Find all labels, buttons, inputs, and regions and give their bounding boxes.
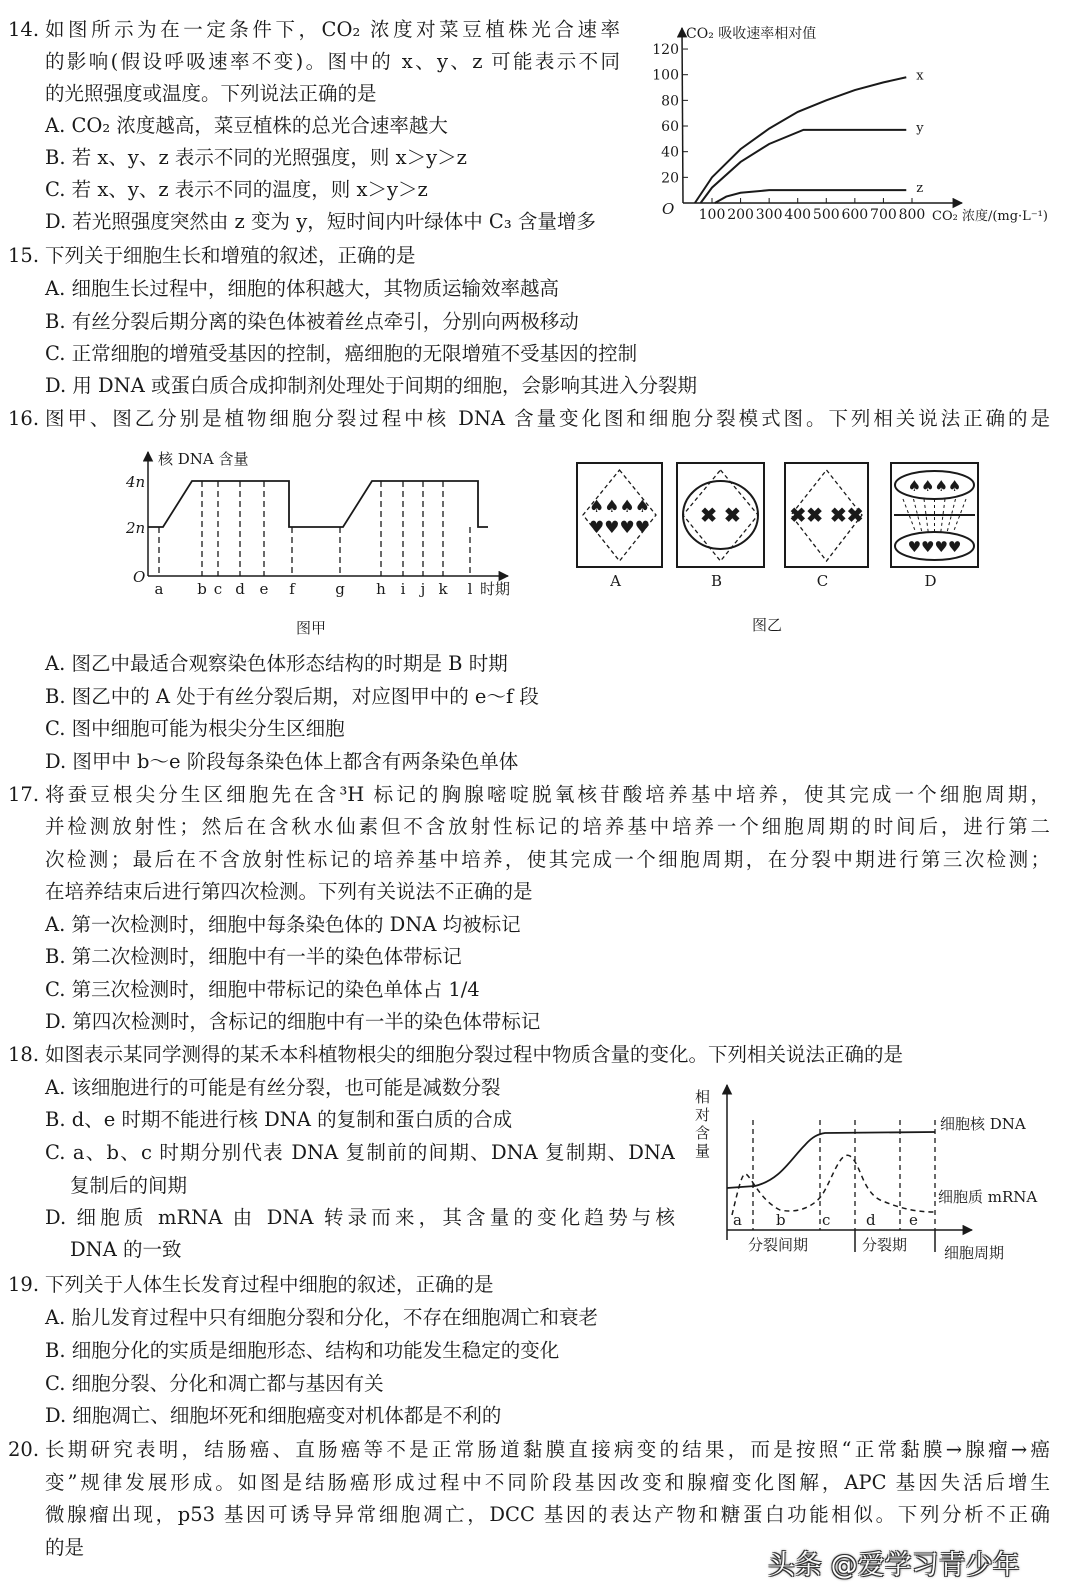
chromosome-icon: ✖✖ ✖✖ [789, 503, 864, 527]
watermark: 头条 @爱学习青少年 [768, 1550, 1020, 1581]
interphase-label: 分裂间期 [748, 1236, 809, 1254]
series-line-x [695, 77, 906, 203]
y-axis-label: CO₂ 吸收速率相对值 [686, 26, 817, 42]
period-label: e [259, 580, 269, 598]
period-label: j [420, 580, 426, 598]
fig-yi-caption: 图乙 [752, 616, 783, 634]
y-label-1: 相 [695, 1088, 711, 1106]
chromosome-icon: ♠♠♠♠ [589, 497, 650, 517]
q17-option-d: D. 第四次检测时，含标记的细胞中有一半的染色体带标记 [45, 1010, 541, 1033]
series-label-z: z [916, 181, 924, 197]
series-label-y: y [916, 120, 924, 136]
cell-diagram-a [577, 463, 662, 567]
x-axis-label: CO₂ 浓度/(mg·L⁻¹) [932, 209, 1048, 224]
period-label: f [289, 580, 295, 598]
period-label: d [235, 580, 245, 598]
q17-stem-line: 并检测放射性；然后在含秋水仙素但不含放射性标记的培养基中培养一个细胞周期的时间后，进行第二 [45, 815, 1050, 838]
cytoplasm-mrna-line [732, 1155, 935, 1215]
q16-option-d: D. 图甲中 b～e 阶段每条染色体上都含有两条染色单体 [45, 750, 519, 773]
period-label: g [335, 580, 345, 598]
q17-stem-line: 将蚕豆根尖分生区细胞先在含³H 标记的胸腺嘧啶脱氧核苷酸培养基中培养，使其完成一个细胞周期， [45, 783, 1050, 806]
dna-content-line [148, 481, 488, 527]
y-label-4: 量 [695, 1142, 711, 1160]
y-tick-label: 20 [661, 170, 679, 187]
q14-option-a: A. CO₂ 浓度越高，菜豆植株的总光合速率越大 [45, 114, 448, 137]
q18-number: 18. [8, 1043, 40, 1066]
q19-number: 19. [8, 1273, 40, 1296]
phase-label: a [733, 1211, 742, 1229]
q17-stem-line: 在培养结束后进行第四次检测。下列有关说法不正确的是 [45, 880, 533, 903]
co2-chart [652, 25, 1048, 224]
tick-4n: 4n [126, 473, 146, 491]
period-label: a [154, 580, 164, 598]
cell-division-diagrams [577, 463, 978, 590]
chromosome-icon: ♠♠♠♠ [907, 477, 962, 495]
y-axis-label: 核 DNA 含量 [158, 450, 249, 468]
chromosome-icon: ♥♥♥♥ [589, 518, 650, 538]
mrna-label: 细胞质 mRNA [938, 1188, 1038, 1206]
series-line-y [701, 130, 907, 203]
series-line-z [715, 190, 906, 203]
q18-option-d-cont: DNA 的一致 [70, 1238, 182, 1261]
q17-option-c: C. 第三次检测时，细胞中带标记的染色单体占 1/4 [45, 978, 480, 1001]
phase-label: b [776, 1211, 786, 1229]
q15-option-d: D. 用 DNA 或蛋白质合成抑制剂处理处于间期的细胞，会影响其进入分裂期 [45, 374, 698, 397]
q15-stem: 下列关于细胞生长和增殖的叙述，正确的是 [45, 244, 416, 267]
q20-number: 20. [8, 1438, 40, 1461]
phase-label: e [909, 1211, 918, 1229]
period-label: b [197, 580, 207, 598]
q18-stem: 如图表示某同学测得的某禾本科植物根尖的细胞分裂过程中物质含量的变化。下列相关说法正确的是 [45, 1043, 904, 1066]
x-tick-label: 800 [898, 207, 926, 223]
q19-option-c: C. 细胞分裂、分化和凋亡都与基因有关 [45, 1372, 384, 1395]
period-label: l [467, 580, 473, 598]
q17-option-a: A. 第一次检测时，细胞中每条染色体的 DNA 均被标记 [45, 913, 521, 936]
q20-stem-line: 的是 [45, 1536, 85, 1559]
x-tick-label: 600 [841, 207, 869, 223]
q18-option-b: B. d、e 时期不能进行核 DNA 的复制和蛋白质的合成 [45, 1108, 513, 1131]
chromosome-icon: ♥♥♥♥ [907, 538, 962, 556]
period-label: h [376, 580, 386, 598]
period-label: i [400, 580, 406, 598]
x-tick-label: 100 [698, 207, 726, 223]
q15-number: 15. [8, 244, 40, 267]
q14-option-c: C. 若 x、y、z 表示不同的温度，则 x＞y＞z [45, 178, 428, 201]
q17-stem-line: 次检测；最后在不含放射性标记的培养基中培养，使其完成一个细胞周期，在分裂中期进行第三次检测； [45, 848, 1050, 871]
q14-option-b: B. 若 x、y、z 表示不同的光照强度，则 x＞y＞z [45, 146, 467, 169]
y-axis [682, 28, 683, 203]
q17-number: 17. [8, 783, 40, 806]
q16-stem: 图甲、图乙分别是植物细胞分裂过程中核 DNA 含量变化图和细胞分裂模式图。下列相关说法正确的是 [45, 407, 1050, 430]
origin-label: O [662, 200, 675, 218]
x-axis-label: 细胞周期 [944, 1244, 1005, 1262]
cell-label: C [816, 572, 829, 590]
x-tick-label: 700 [870, 207, 897, 223]
x-tick-label: 500 [812, 207, 840, 223]
q16-option-c: C. 图中细胞可能为根尖分生区细胞 [45, 717, 345, 740]
y-tick-label: 60 [661, 119, 679, 136]
q14-stem-line: 如图所示为在一定条件下，CO₂ 浓度对菜豆植株光合速率 [45, 18, 620, 41]
y-label-3: 含 [695, 1124, 711, 1142]
cell-diagram-b [677, 463, 764, 567]
q19-option-b: B. 细胞分化的实质是细胞形态、结构和功能发生稳定的变化 [45, 1339, 560, 1362]
q14-stem-line: 的影响(假设呼吸速率不变)。图中的 x、y、z 可能表示不同 [45, 50, 620, 73]
q17-option-b: B. 第二次检测时，细胞中有一半的染色体带标记 [45, 945, 462, 968]
period-label: c [213, 580, 223, 598]
nuclear-dna-line [727, 1132, 935, 1188]
q14-number: 14. [8, 18, 40, 41]
q15-option-b: B. 有丝分裂后期分离的染色体被着丝点牵引，分别向两极移动 [45, 310, 579, 333]
q20-stem-line: 变”规律发展形成。如图是结肠癌形成过程中不同阶段基因改变和腺瘤变化图解，APC 基因失活后增生 [45, 1471, 1050, 1494]
q20-stem-line: 长期研究表明，结肠癌、直肠癌等不是正常肠道黏膜直接病变的结果，而是按照“正常黏膜→腺瘤→癌 [45, 1438, 1050, 1461]
q18-option-a: A. 该细胞进行的可能是有丝分裂，也可能是减数分裂 [45, 1076, 501, 1099]
cell-label: D [924, 572, 937, 590]
y-label-2: 对 [695, 1106, 711, 1124]
y-tick-label: 100 [652, 67, 679, 84]
y-tick-label: 40 [661, 144, 679, 161]
tick-2n: 2n [126, 519, 146, 537]
q19-option-d: D. 细胞凋亡、细胞坏死和细胞癌变对机体都是不利的 [45, 1404, 502, 1427]
x-axis-label: 时期 [480, 580, 511, 598]
q18-option-c-cont: 复制后的间期 [70, 1174, 188, 1197]
q15-option-c: C. 正常细胞的增殖受基因的控制，癌细胞的无限增殖不受基因的控制 [45, 342, 638, 365]
phase-label: c [822, 1211, 831, 1229]
dna-label: 细胞核 DNA [940, 1115, 1026, 1133]
q14-stem-line: 的光照强度或温度。下列说法正确的是 [45, 82, 377, 105]
q14-option-d: D. 若光照强度突然由 z 变为 y，短时间内叶绿体中 C₃ 含量增多 [45, 210, 596, 233]
chromosome-icon: ✖ ✖ [700, 503, 741, 527]
phase-label: d [866, 1211, 876, 1229]
cell-cycle-chart [695, 1085, 1037, 1262]
q19-stem: 下列关于人体生长发育过程中细胞的叙述，正确的是 [45, 1273, 494, 1296]
dna-content-chart [125, 450, 510, 637]
q16-option-b: B. 图乙中的 A 处于有丝分裂后期，对应图甲中的 e～f 段 [45, 685, 539, 708]
x-tick-label: 400 [784, 207, 812, 223]
cell-label: B [710, 572, 723, 590]
x-tick-label: 200 [727, 207, 754, 223]
period-label: k [438, 580, 448, 598]
mitosis-label: 分裂期 [862, 1236, 908, 1254]
cell-diagram-c [785, 463, 868, 567]
y-tick-label: 120 [652, 42, 679, 59]
origin-label: O [133, 568, 146, 586]
q19-option-a: A. 胎儿发育过程中只有细胞分裂和分化，不存在细胞凋亡和衰老 [45, 1306, 598, 1329]
q18-option-d: D. 细胞质 mRNA 由 DNA 转录而来，其含量的变化趋势与核 [45, 1206, 675, 1229]
q16-number: 16. [8, 407, 40, 430]
q16-option-a: A. 图乙中最适合观察染色体形态结构的时期是 B 时期 [45, 652, 508, 675]
q20-stem-line: 微腺瘤出现，p53 基因可诱导异常细胞凋亡，DCC 基因的表达产物和糖蛋白功能相似。下列分析不正确 [45, 1503, 1050, 1526]
cell-diagram-d [891, 463, 978, 567]
x-tick-label: 300 [755, 207, 783, 223]
cell-label: A [610, 572, 621, 590]
q15-option-a: A. 细胞生长过程中，细胞的体积越大，其物质运输效率越高 [45, 277, 559, 300]
q18-option-c: C. a、b、c 时期分别代表 DNA 复制前的间期、DNA 复制期、DNA [45, 1141, 675, 1164]
y-tick-label: 80 [661, 93, 679, 110]
series-label-x: x [916, 68, 924, 84]
fig-jia-caption: 图甲 [296, 619, 327, 637]
